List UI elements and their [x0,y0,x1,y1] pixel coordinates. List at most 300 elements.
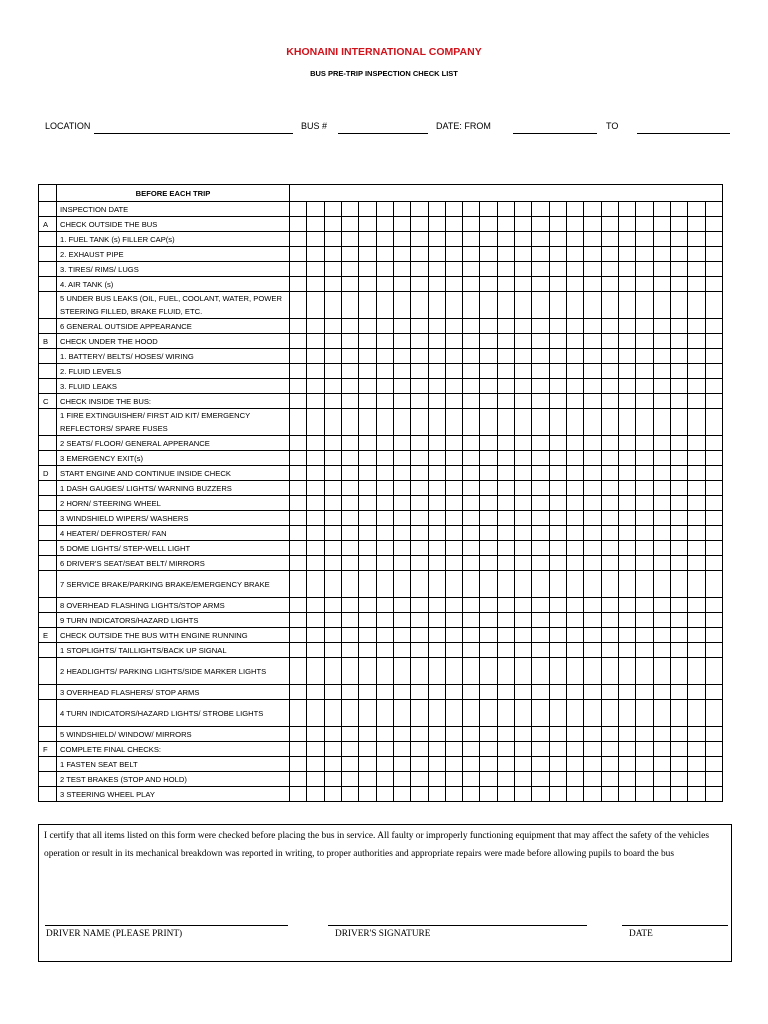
check-cell[interactable] [705,436,723,451]
check-cell[interactable] [376,496,393,511]
check-cell[interactable] [567,466,584,481]
check-cell[interactable] [688,496,705,511]
check-cell[interactable] [515,217,532,232]
check-cell[interactable] [480,613,497,628]
check-cell[interactable] [463,379,480,394]
check-cell[interactable] [290,481,307,496]
check-cell[interactable] [567,262,584,277]
check-cell[interactable] [290,436,307,451]
check-cell[interactable] [393,436,410,451]
check-cell[interactable] [670,643,687,658]
check-cell[interactable] [393,700,410,727]
check-cell[interactable] [497,598,514,613]
check-cell[interactable] [532,364,549,379]
check-cell[interactable] [324,451,341,466]
check-cell[interactable] [636,742,653,757]
check-cell[interactable] [307,217,324,232]
check-cell[interactable] [670,787,687,802]
check-cell[interactable] [515,451,532,466]
check-cell[interactable] [341,232,358,247]
check-cell[interactable] [428,466,445,481]
check-cell[interactable] [567,217,584,232]
inspection-date-cell[interactable] [359,202,376,217]
check-cell[interactable] [497,394,514,409]
check-cell[interactable] [584,277,601,292]
driver-name-field[interactable] [45,925,288,926]
check-cell[interactable] [445,613,462,628]
check-cell[interactable] [636,364,653,379]
check-cell[interactable] [688,598,705,613]
check-cell[interactable] [324,571,341,598]
check-cell[interactable] [688,319,705,334]
check-cell[interactable] [307,409,324,436]
check-cell[interactable] [376,787,393,802]
check-cell[interactable] [497,700,514,727]
check-cell[interactable] [670,658,687,685]
check-cell[interactable] [601,436,618,451]
check-cell[interactable] [670,511,687,526]
check-cell[interactable] [497,349,514,364]
check-cell[interactable] [411,628,428,643]
check-cell[interactable] [601,481,618,496]
check-cell[interactable] [584,556,601,571]
check-cell[interactable] [601,364,618,379]
check-cell[interactable] [567,613,584,628]
check-cell[interactable] [636,247,653,262]
check-cell[interactable] [653,658,670,685]
inspection-date-cell[interactable] [584,202,601,217]
check-cell[interactable] [290,451,307,466]
check-cell[interactable] [341,541,358,556]
check-cell[interactable] [515,772,532,787]
check-cell[interactable] [480,466,497,481]
check-cell[interactable] [393,571,410,598]
check-cell[interactable] [359,571,376,598]
check-cell[interactable] [480,772,497,787]
check-cell[interactable] [376,658,393,685]
check-cell[interactable] [688,613,705,628]
check-cell[interactable] [445,409,462,436]
check-cell[interactable] [584,727,601,742]
check-cell[interactable] [567,292,584,319]
check-cell[interactable] [290,511,307,526]
check-cell[interactable] [549,742,566,757]
check-cell[interactable] [567,727,584,742]
check-cell[interactable] [393,658,410,685]
check-cell[interactable] [341,247,358,262]
check-cell[interactable] [463,787,480,802]
check-cell[interactable] [497,481,514,496]
check-cell[interactable] [290,466,307,481]
check-cell[interactable] [549,526,566,541]
check-cell[interactable] [307,349,324,364]
check-cell[interactable] [324,526,341,541]
check-cell[interactable] [688,727,705,742]
check-cell[interactable] [618,541,635,556]
check-cell[interactable] [480,526,497,541]
check-cell[interactable] [445,466,462,481]
check-cell[interactable] [532,334,549,349]
check-cell[interactable] [653,787,670,802]
check-cell[interactable] [324,217,341,232]
check-cell[interactable] [324,598,341,613]
check-cell[interactable] [307,727,324,742]
check-cell[interactable] [670,319,687,334]
check-cell[interactable] [567,481,584,496]
inspection-date-cell[interactable] [307,202,324,217]
check-cell[interactable] [618,394,635,409]
check-cell[interactable] [307,292,324,319]
check-cell[interactable] [393,541,410,556]
check-cell[interactable] [688,451,705,466]
check-cell[interactable] [532,541,549,556]
check-cell[interactable] [688,466,705,481]
check-cell[interactable] [532,217,549,232]
check-cell[interactable] [307,628,324,643]
check-cell[interactable] [515,436,532,451]
check-cell[interactable] [341,217,358,232]
check-cell[interactable] [584,526,601,541]
check-cell[interactable] [549,262,566,277]
check-cell[interactable] [584,496,601,511]
check-cell[interactable] [359,292,376,319]
check-cell[interactable] [636,541,653,556]
check-cell[interactable] [567,451,584,466]
check-cell[interactable] [497,742,514,757]
check-cell[interactable] [705,292,723,319]
check-cell[interactable] [359,217,376,232]
check-cell[interactable] [307,700,324,727]
check-cell[interactable] [532,526,549,541]
check-cell[interactable] [705,334,723,349]
check-cell[interactable] [393,364,410,379]
check-cell[interactable] [601,334,618,349]
check-cell[interactable] [618,511,635,526]
check-cell[interactable] [463,511,480,526]
check-cell[interactable] [480,247,497,262]
check-cell[interactable] [393,742,410,757]
check-cell[interactable] [688,409,705,436]
check-cell[interactable] [532,571,549,598]
check-cell[interactable] [532,685,549,700]
check-cell[interactable] [376,394,393,409]
check-cell[interactable] [567,436,584,451]
check-cell[interactable] [376,772,393,787]
check-cell[interactable] [324,511,341,526]
check-cell[interactable] [290,277,307,292]
check-cell[interactable] [290,727,307,742]
check-cell[interactable] [463,700,480,727]
check-cell[interactable] [653,247,670,262]
check-cell[interactable] [428,787,445,802]
check-cell[interactable] [549,394,566,409]
check-cell[interactable] [618,319,635,334]
check-cell[interactable] [307,232,324,247]
check-cell[interactable] [376,700,393,727]
check-cell[interactable] [653,409,670,436]
check-cell[interactable] [653,319,670,334]
check-cell[interactable] [584,571,601,598]
check-cell[interactable] [428,319,445,334]
check-cell[interactable] [445,700,462,727]
check-cell[interactable] [463,451,480,466]
check-cell[interactable] [480,757,497,772]
check-cell[interactable] [549,772,566,787]
check-cell[interactable] [324,700,341,727]
inspection-date-cell[interactable] [601,202,618,217]
check-cell[interactable] [636,511,653,526]
check-cell[interactable] [290,319,307,334]
check-cell[interactable] [549,658,566,685]
check-cell[interactable] [688,541,705,556]
check-cell[interactable] [618,556,635,571]
check-cell[interactable] [670,436,687,451]
check-cell[interactable] [584,247,601,262]
check-cell[interactable] [584,379,601,394]
check-cell[interactable] [428,364,445,379]
check-cell[interactable] [393,496,410,511]
check-cell[interactable] [393,247,410,262]
check-cell[interactable] [393,787,410,802]
check-cell[interactable] [445,394,462,409]
check-cell[interactable] [601,658,618,685]
check-cell[interactable] [584,349,601,364]
check-cell[interactable] [411,541,428,556]
check-cell[interactable] [376,727,393,742]
check-cell[interactable] [549,436,566,451]
check-cell[interactable] [497,643,514,658]
check-cell[interactable] [411,334,428,349]
check-cell[interactable] [480,496,497,511]
check-cell[interactable] [705,232,723,247]
check-cell[interactable] [341,349,358,364]
check-cell[interactable] [393,613,410,628]
check-cell[interactable] [584,643,601,658]
check-cell[interactable] [428,262,445,277]
check-cell[interactable] [341,394,358,409]
check-cell[interactable] [393,409,410,436]
check-cell[interactable] [324,787,341,802]
check-cell[interactable] [411,757,428,772]
inspection-date-cell[interactable] [497,202,514,217]
check-cell[interactable] [567,334,584,349]
check-cell[interactable] [463,496,480,511]
check-cell[interactable] [411,511,428,526]
check-cell[interactable] [636,451,653,466]
check-cell[interactable] [601,598,618,613]
check-cell[interactable] [480,700,497,727]
inspection-date-cell[interactable] [324,202,341,217]
check-cell[interactable] [532,613,549,628]
check-cell[interactable] [463,757,480,772]
check-cell[interactable] [584,628,601,643]
check-cell[interactable] [324,541,341,556]
check-cell[interactable] [290,526,307,541]
check-cell[interactable] [688,394,705,409]
check-cell[interactable] [411,277,428,292]
check-cell[interactable] [445,481,462,496]
check-cell[interactable] [653,541,670,556]
inspection-date-cell[interactable] [480,202,497,217]
check-cell[interactable] [307,262,324,277]
check-cell[interactable] [307,613,324,628]
bus-number-field[interactable] [338,133,428,134]
check-cell[interactable] [653,526,670,541]
check-cell[interactable] [567,598,584,613]
check-cell[interactable] [532,757,549,772]
check-cell[interactable] [411,727,428,742]
check-cell[interactable] [670,481,687,496]
check-cell[interactable] [549,364,566,379]
check-cell[interactable] [515,334,532,349]
check-cell[interactable] [515,571,532,598]
check-cell[interactable] [515,232,532,247]
check-cell[interactable] [480,394,497,409]
check-cell[interactable] [670,613,687,628]
check-cell[interactable] [601,496,618,511]
check-cell[interactable] [480,658,497,685]
check-cell[interactable] [445,727,462,742]
check-cell[interactable] [359,556,376,571]
check-cell[interactable] [567,277,584,292]
check-cell[interactable] [445,526,462,541]
check-cell[interactable] [705,685,723,700]
check-cell[interactable] [601,217,618,232]
check-cell[interactable] [584,772,601,787]
check-cell[interactable] [670,466,687,481]
check-cell[interactable] [480,262,497,277]
check-cell[interactable] [341,334,358,349]
check-cell[interactable] [515,394,532,409]
check-cell[interactable] [653,643,670,658]
check-cell[interactable] [428,658,445,685]
check-cell[interactable] [636,409,653,436]
check-cell[interactable] [705,598,723,613]
check-cell[interactable] [532,787,549,802]
check-cell[interactable] [618,334,635,349]
check-cell[interactable] [428,334,445,349]
check-cell[interactable] [463,319,480,334]
check-cell[interactable] [341,742,358,757]
check-cell[interactable] [618,409,635,436]
check-cell[interactable] [549,757,566,772]
check-cell[interactable] [601,541,618,556]
check-cell[interactable] [290,394,307,409]
check-cell[interactable] [601,628,618,643]
check-cell[interactable] [567,700,584,727]
check-cell[interactable] [653,727,670,742]
check-cell[interactable] [618,658,635,685]
check-cell[interactable] [549,292,566,319]
check-cell[interactable] [480,409,497,436]
check-cell[interactable] [705,511,723,526]
check-cell[interactable] [463,658,480,685]
check-cell[interactable] [445,658,462,685]
check-cell[interactable] [497,262,514,277]
check-cell[interactable] [688,700,705,727]
check-cell[interactable] [290,232,307,247]
check-cell[interactable] [376,598,393,613]
check-cell[interactable] [705,757,723,772]
check-cell[interactable] [359,613,376,628]
check-cell[interactable] [601,451,618,466]
check-cell[interactable] [567,628,584,643]
check-cell[interactable] [290,571,307,598]
inspection-date-cell[interactable] [618,202,635,217]
check-cell[interactable] [324,757,341,772]
check-cell[interactable] [705,394,723,409]
check-cell[interactable] [428,436,445,451]
check-cell[interactable] [705,451,723,466]
check-cell[interactable] [307,364,324,379]
check-cell[interactable] [307,643,324,658]
check-cell[interactable] [532,451,549,466]
check-cell[interactable] [341,628,358,643]
check-cell[interactable] [705,772,723,787]
check-cell[interactable] [618,481,635,496]
check-cell[interactable] [601,349,618,364]
check-cell[interactable] [549,598,566,613]
inspection-date-cell[interactable] [653,202,670,217]
check-cell[interactable] [549,349,566,364]
check-cell[interactable] [393,628,410,643]
check-cell[interactable] [584,700,601,727]
check-cell[interactable] [428,379,445,394]
check-cell[interactable] [359,481,376,496]
check-cell[interactable] [445,757,462,772]
check-cell[interactable] [463,541,480,556]
check-cell[interactable] [341,772,358,787]
check-cell[interactable] [324,643,341,658]
check-cell[interactable] [618,685,635,700]
date-to-field[interactable] [637,133,730,134]
check-cell[interactable] [584,658,601,685]
check-cell[interactable] [515,364,532,379]
check-cell[interactable] [445,232,462,247]
check-cell[interactable] [445,436,462,451]
check-cell[interactable] [653,772,670,787]
check-cell[interactable] [324,496,341,511]
check-cell[interactable] [567,364,584,379]
check-cell[interactable] [636,658,653,685]
check-cell[interactable] [359,628,376,643]
check-cell[interactable] [463,409,480,436]
check-cell[interactable] [307,598,324,613]
check-cell[interactable] [601,409,618,436]
check-cell[interactable] [428,643,445,658]
inspection-date-cell[interactable] [688,202,705,217]
check-cell[interactable] [705,658,723,685]
check-cell[interactable] [688,247,705,262]
check-cell[interactable] [618,466,635,481]
check-cell[interactable] [688,334,705,349]
check-cell[interactable] [359,277,376,292]
check-cell[interactable] [653,466,670,481]
check-cell[interactable] [497,727,514,742]
check-cell[interactable] [567,496,584,511]
check-cell[interactable] [359,787,376,802]
check-cell[interactable] [670,742,687,757]
check-cell[interactable] [463,277,480,292]
check-cell[interactable] [549,613,566,628]
inspection-date-cell[interactable] [393,202,410,217]
inspection-date-cell[interactable] [636,202,653,217]
check-cell[interactable] [497,379,514,394]
inspection-date-cell[interactable] [445,202,462,217]
check-cell[interactable] [549,451,566,466]
check-cell[interactable] [515,643,532,658]
check-cell[interactable] [601,727,618,742]
